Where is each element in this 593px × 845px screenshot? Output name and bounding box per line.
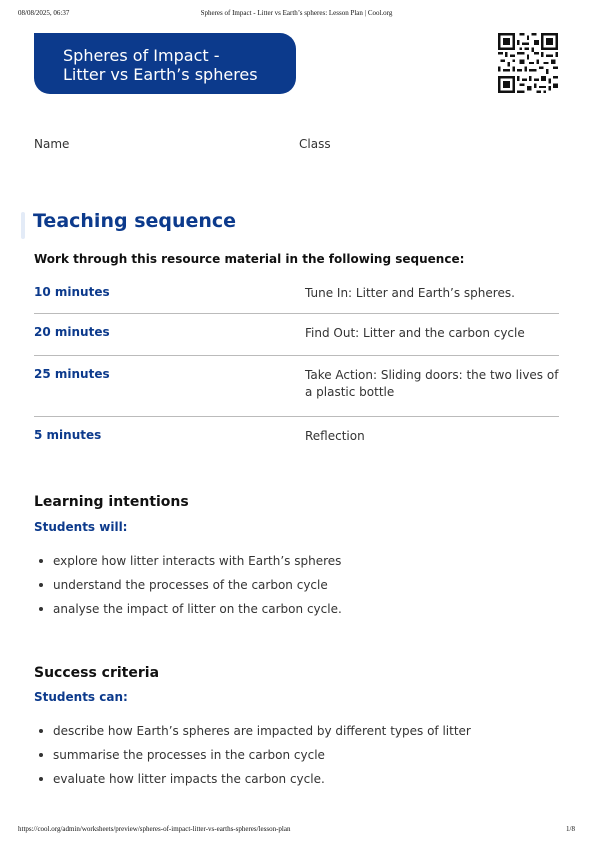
learning-intentions-heading: Learning intentions	[34, 494, 189, 510]
sequence-activity: Reflection	[305, 429, 365, 443]
table-row	[34, 356, 559, 417]
sequence-activity: Tune In: Litter and Earth’s spheres.	[305, 286, 515, 300]
teaching-sequence-table	[34, 274, 559, 457]
sequence-duration: 10 minutes	[34, 285, 110, 299]
list-item: describe how Earth’s spheres are impacted by different types of litter	[34, 724, 559, 748]
list-item: summarise the processes in the carbon cycle	[34, 748, 559, 772]
list-item: evaluate how litter impacts the carbon cycle.	[34, 772, 559, 796]
table-row	[34, 274, 559, 314]
sequence-activity: Take Action: Sliding doors: the two lives of a plastic bottle	[305, 368, 559, 399]
sequence-duration: 25 minutes	[34, 367, 110, 381]
table-row	[34, 417, 559, 457]
qr-code-icon	[498, 33, 558, 93]
table-row	[34, 314, 559, 356]
list-item: explore how litter interacts with Earth’s spheres	[34, 554, 559, 578]
sequence-instructions: Work through this resource material in the following sequence:	[34, 252, 465, 266]
success-criteria-list	[34, 724, 559, 796]
lesson-title-line-2: Litter vs Earth’s spheres	[63, 65, 258, 84]
name-label: Name	[34, 137, 70, 151]
learning-intentions-list	[34, 554, 559, 626]
section-accent-bar	[21, 212, 25, 239]
page-number: 1/8	[566, 825, 575, 833]
print-datetime: 08/08/2025, 06:37	[18, 9, 70, 17]
success-criteria-heading: Success criteria	[34, 665, 160, 681]
print-footer	[18, 825, 575, 833]
print-header	[18, 9, 575, 17]
lesson-title-banner	[34, 33, 296, 94]
class-label: Class	[299, 137, 331, 151]
sequence-duration: 20 minutes	[34, 325, 110, 339]
lesson-title-line-1: Spheres of Impact -	[63, 46, 220, 65]
sequence-activity: Find Out: Litter and the carbon cycle	[305, 326, 525, 340]
print-url: https://cool.org/admin/worksheets/preview/spheres-of-impact-litter-vs-earths-spheres/lesson-plan	[18, 825, 291, 833]
teaching-sequence-heading: Teaching sequence	[33, 210, 237, 232]
learning-intentions-subheading: Students will:	[34, 520, 128, 534]
print-title: Spheres of Impact - Litter vs Earth’s spheres: Lesson Plan | Cool.org	[200, 9, 393, 17]
name-class-row	[34, 137, 559, 151]
sequence-duration: 5 minutes	[34, 428, 102, 442]
list-item: analyse the impact of litter on the carbon cycle.	[34, 602, 559, 626]
list-item: understand the processes of the carbon cycle	[34, 578, 559, 602]
success-criteria-subheading: Students can:	[34, 690, 128, 704]
